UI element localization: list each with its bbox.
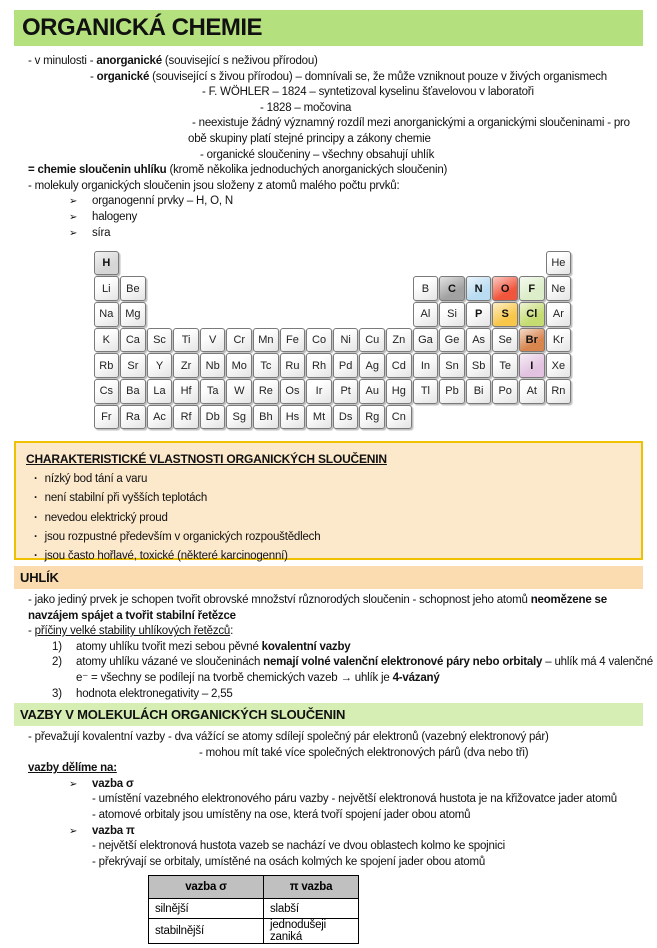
text-segment: - F. WÖHLER – 1824 – syntetizoval kyselinu šťavelovou v laboratoři [202,86,534,99]
text-segment: (související s neživou přírodou) [161,55,318,67]
element-cell-Ta: Ta [200,379,226,404]
text-segment: atomy uhlíku vázané ve sloučeninách [76,656,264,669]
element-cell-Cl: Cl [519,302,545,327]
periodic-table [93,250,572,430]
text-line [14,792,643,808]
text-line [14,777,643,793]
text-segment: - neexistuje žádný významný rozdíl mezi anorganickými a organickými sloučeninami - pro [192,117,630,130]
text-segment: síra [92,226,111,239]
text-segment: příčiny velké stability uhlíkových řetězců [34,625,231,638]
text-segment: - jako jediný prvek je schopen tvořit obrovské množství různorodých sloučenin - schopnost jeho atomů [28,593,531,606]
bullet-dot-icon: · [34,472,38,485]
element-cell-Cr: Cr [226,328,252,353]
element-cell-Ni: Ni [333,328,359,353]
text-segment: - umístění vazebného elektronového páru vazby - největší elektronová hustota je na křižovatce jader atomů [92,793,617,806]
element-cell-Fe: Fe [280,328,306,353]
element-cell-Cs: Cs [94,379,120,404]
text-line [14,761,643,777]
properties-list [26,470,631,566]
element-cell-N: N [466,276,492,301]
bullet-arrow-icon: ➢ [69,211,78,223]
element-cell-Bh: Bh [253,405,279,430]
text-segment: organogenní prvky – H, O, N [92,195,233,208]
bond-table-cell: stabilnější [149,919,264,944]
element-cell-Fr: Fr [94,405,120,430]
element-cell-Rh: Rh [306,353,332,378]
property-item [26,509,631,528]
element-cell-Ca: Ca [120,328,146,353]
list-number: 1) [52,640,62,653]
element-cell-Nb: Nb [200,353,226,378]
table-row [149,899,359,919]
text-segment: 4-vázaný [392,671,440,684]
list-number: 3) [52,687,62,700]
text-segment: - v minulosti - [28,55,97,67]
bond-table-cell: slabší [264,899,359,919]
text-segment: – uhlík má 4 valenčné [542,656,653,669]
element-cell-V: V [200,328,226,353]
element-cell-Pd: Pd [333,353,359,378]
section-header-uhlik: UHLÍK [14,566,643,589]
text-segment: - organické sloučeniny – všechny obsahují uhlík [200,148,435,161]
text-segment: - 1828 – močovina [260,101,352,114]
text-segment: vazba σ [92,777,134,790]
text-segment: - [28,625,35,638]
element-cell-H: H [94,251,120,276]
text-segment: navzájem spájet a tvořit stabilní řetězce [28,609,236,622]
property-item [26,489,631,508]
text-segment: - [90,70,97,83]
bonds-lines [14,730,643,870]
element-cell-Cu: Cu [359,328,385,353]
text-line [14,148,643,164]
element-cell-I: I [519,353,545,378]
text-line [14,687,643,703]
text-line [14,593,643,609]
element-cell-Hs: Hs [280,405,306,430]
text-segment: kovalentní vazby [261,640,351,653]
text-segment: e⁻ = všechny se podílejí na tvorbě chemických vazeb → uhlík je [76,671,393,684]
text-segment: halogeny [92,210,138,223]
bullet-dot-icon: · [34,550,38,563]
text-line [14,671,643,687]
bond-table-cell: silnější [149,899,264,919]
text-segment: nemají volné valenční elektronové páry nebo orbitaly [263,656,543,669]
section-header-vazby: VAZBY V MOLEKULÁCH ORGANICKÝCH SLOUČENIN [14,703,643,726]
text-segment: atomy uhlíku tvořit mezi sebou pěvné [76,640,262,653]
bullet-arrow-icon: ➢ [69,778,78,790]
text-line [14,640,643,656]
element-cell-Ga: Ga [413,328,439,353]
text-line [14,194,643,210]
bullet-dot-icon: · [34,492,38,505]
text-line [14,839,643,855]
element-cell-Pt: Pt [333,379,359,404]
text-line [14,730,643,746]
text-segment: = chemie sloučenin uhlíku [28,164,167,177]
element-cell-Hg: Hg [386,379,412,404]
carbon-lines [14,593,653,702]
element-cell-Ru: Ru [280,353,306,378]
text-line [14,655,653,671]
element-cell-Be: Be [120,276,146,301]
text-segment: - molekuly organických sloučenin jsou složeny z atomů malého počtu prvků: [28,179,400,192]
bullet-dot-icon: · [34,530,38,543]
text-line [14,70,643,86]
property-item [26,528,631,547]
element-cell-B: B [413,276,439,301]
text-line [14,54,643,70]
element-cell-Re: Re [253,379,279,404]
element-cell-W: W [226,379,252,404]
element-cell-Ra: Ra [120,405,146,430]
element-cell-Ag: Ag [359,353,385,378]
property-item-text: nízký bod tání a varu [44,472,148,485]
element-cell-Kr: Kr [546,328,572,353]
element-cell-Po: Po [492,379,518,404]
text-line [14,226,643,242]
element-cell-O: O [492,276,518,301]
bond-comparison-table [148,875,359,944]
element-cell-Rg: Rg [359,405,385,430]
element-cell-Co: Co [306,328,332,353]
element-cell-He: He [546,251,572,276]
element-cell-Ti: Ti [173,328,199,353]
text-segment: organické [96,70,150,83]
page-title-bar [14,10,643,46]
element-cell-Ge: Ge [439,328,465,353]
text-line [14,163,643,179]
element-cell-Al: Al [413,302,439,327]
text-line [14,746,643,762]
element-cell-Ba: Ba [120,379,146,404]
text-line [14,179,643,195]
bullet-arrow-icon: ➢ [69,196,78,208]
element-cell-Tl: Tl [413,379,439,404]
properties-box [14,441,643,563]
text-line [14,855,643,871]
element-cell-La: La [147,379,173,404]
text-segment: hodnota elektronegativity – 2,55 [76,687,233,700]
property-item-text: jsou často hořlavé, toxické (některé karcinogenní) [44,550,288,563]
bond-table-body [149,899,359,944]
element-cell-P: P [466,302,492,327]
property-item [26,547,631,566]
element-cell-Na: Na [94,302,120,327]
element-cell-Sn: Sn [439,353,465,378]
bond-table-header-cell: π vazba [264,876,359,899]
text-segment: neomězene se [530,593,607,606]
text-line [14,101,643,117]
bond-table-head [149,876,359,899]
bond-table-cell: jednodušeji zaniká [264,919,359,944]
text-segment: anorganické [96,55,162,67]
text-segment: - největší elektronová hustota vazeb se nachází ve dvou oblastech kolmo ke spojnici [92,840,505,853]
page-title: ORGANICKÁ CHEMIE [22,14,263,41]
element-cell-Sg: Sg [226,405,252,430]
bond-table-header-cell: vazba σ [149,876,264,899]
text-segment: (související s živou přírodou) – domnívali se, že může vzniknout pouze v živých organismech [149,70,607,83]
element-cell-Mo: Mo [226,353,252,378]
element-cell-In: In [413,353,439,378]
element-cell-Tc: Tc [253,353,279,378]
element-cell-Bi: Bi [466,379,492,404]
text-line [14,609,643,625]
element-cell-Rn: Rn [546,379,572,404]
element-cell-Db: Db [200,405,226,430]
element-cell-Sr: Sr [120,353,146,378]
text-segment: - atomové orbitaly jsou umístěny na ose, která tvoří spojení jader obou atomů [92,809,471,822]
text-line [14,824,643,840]
text-line [14,85,643,101]
element-cell-Br: Br [519,328,545,353]
properties-box-title: CHARAKTERISTICKÉ VLASTNOSTI ORGANICKÝCH SLOUČENIN [26,451,387,466]
element-cell-C: C [439,276,465,301]
table-row [149,919,359,944]
element-cell-Cn: Cn [386,405,412,430]
text-segment: vazby dělíme na: [28,762,117,775]
element-cell-Au: Au [359,379,385,404]
text-segment: vazba π [92,824,135,837]
element-cell-As: As [466,328,492,353]
bullet-arrow-icon: ➢ [69,825,78,837]
text-segment: (kromě několika jednoduchých anorganických sloučenin) [166,164,448,177]
element-cell-S: S [492,302,518,327]
element-cell-Sb: Sb [466,353,492,378]
element-cell-Zr: Zr [173,353,199,378]
intro-lines [14,54,643,241]
element-cell-Sc: Sc [147,328,173,353]
text-segment: obě skupiny platí stejné principy a zákony chemie [188,132,431,145]
element-cell-Zn: Zn [386,328,412,353]
element-cell-Xe: Xe [546,353,572,378]
text-segment: - překrývají se orbitaly, umístěné na osách kolmých ke spojení jader obou atomů [92,855,486,868]
text-segment: - převažují kovalentní vazby - dva vážící se atomy sdílejí společný pár elektronů (vazebný elektronový pár) [28,731,549,744]
element-cell-Mt: Mt [306,405,332,430]
list-number: 2) [52,656,62,669]
text-line [14,210,643,226]
property-item-text: není stabilní při vyšších teplotách [44,492,208,505]
element-cell-Rf: Rf [173,405,199,430]
element-cell-Si: Si [439,302,465,327]
element-cell-Te: Te [492,353,518,378]
text-segment: : [230,625,234,638]
text-line [14,624,643,640]
element-cell-Ir: Ir [306,379,332,404]
bullet-arrow-icon: ➢ [69,227,78,239]
element-cell-Rb: Rb [94,353,120,378]
element-cell-Se: Se [492,328,518,353]
element-cell-Ac: Ac [147,405,173,430]
text-line [14,132,643,148]
element-cell-Ds: Ds [333,405,359,430]
element-cell-Ar: Ar [546,302,572,327]
property-item-text: jsou rozpustné především v organických rozpouštědlech [44,530,321,543]
element-cell-Mg: Mg [120,302,146,327]
text-line [14,116,643,132]
element-cell-Os: Os [280,379,306,404]
element-cell-Ne: Ne [546,276,572,301]
element-cell-F: F [519,276,545,301]
element-cell-Cd: Cd [386,353,412,378]
property-item [26,470,631,489]
element-cell-Y: Y [147,353,173,378]
text-line [14,808,643,824]
text-segment: - mohou mít také více společných elektronových párů (dva nebo tři) [199,746,529,759]
element-cell-Li: Li [94,276,120,301]
property-item-text: nevedou elektrický proud [44,511,168,524]
element-cell-K: K [94,328,120,353]
bullet-dot-icon: · [34,511,38,524]
element-cell-Hf: Hf [173,379,199,404]
element-cell-Pb: Pb [439,379,465,404]
element-cell-At: At [519,379,545,404]
element-cell-Mn: Mn [253,328,279,353]
